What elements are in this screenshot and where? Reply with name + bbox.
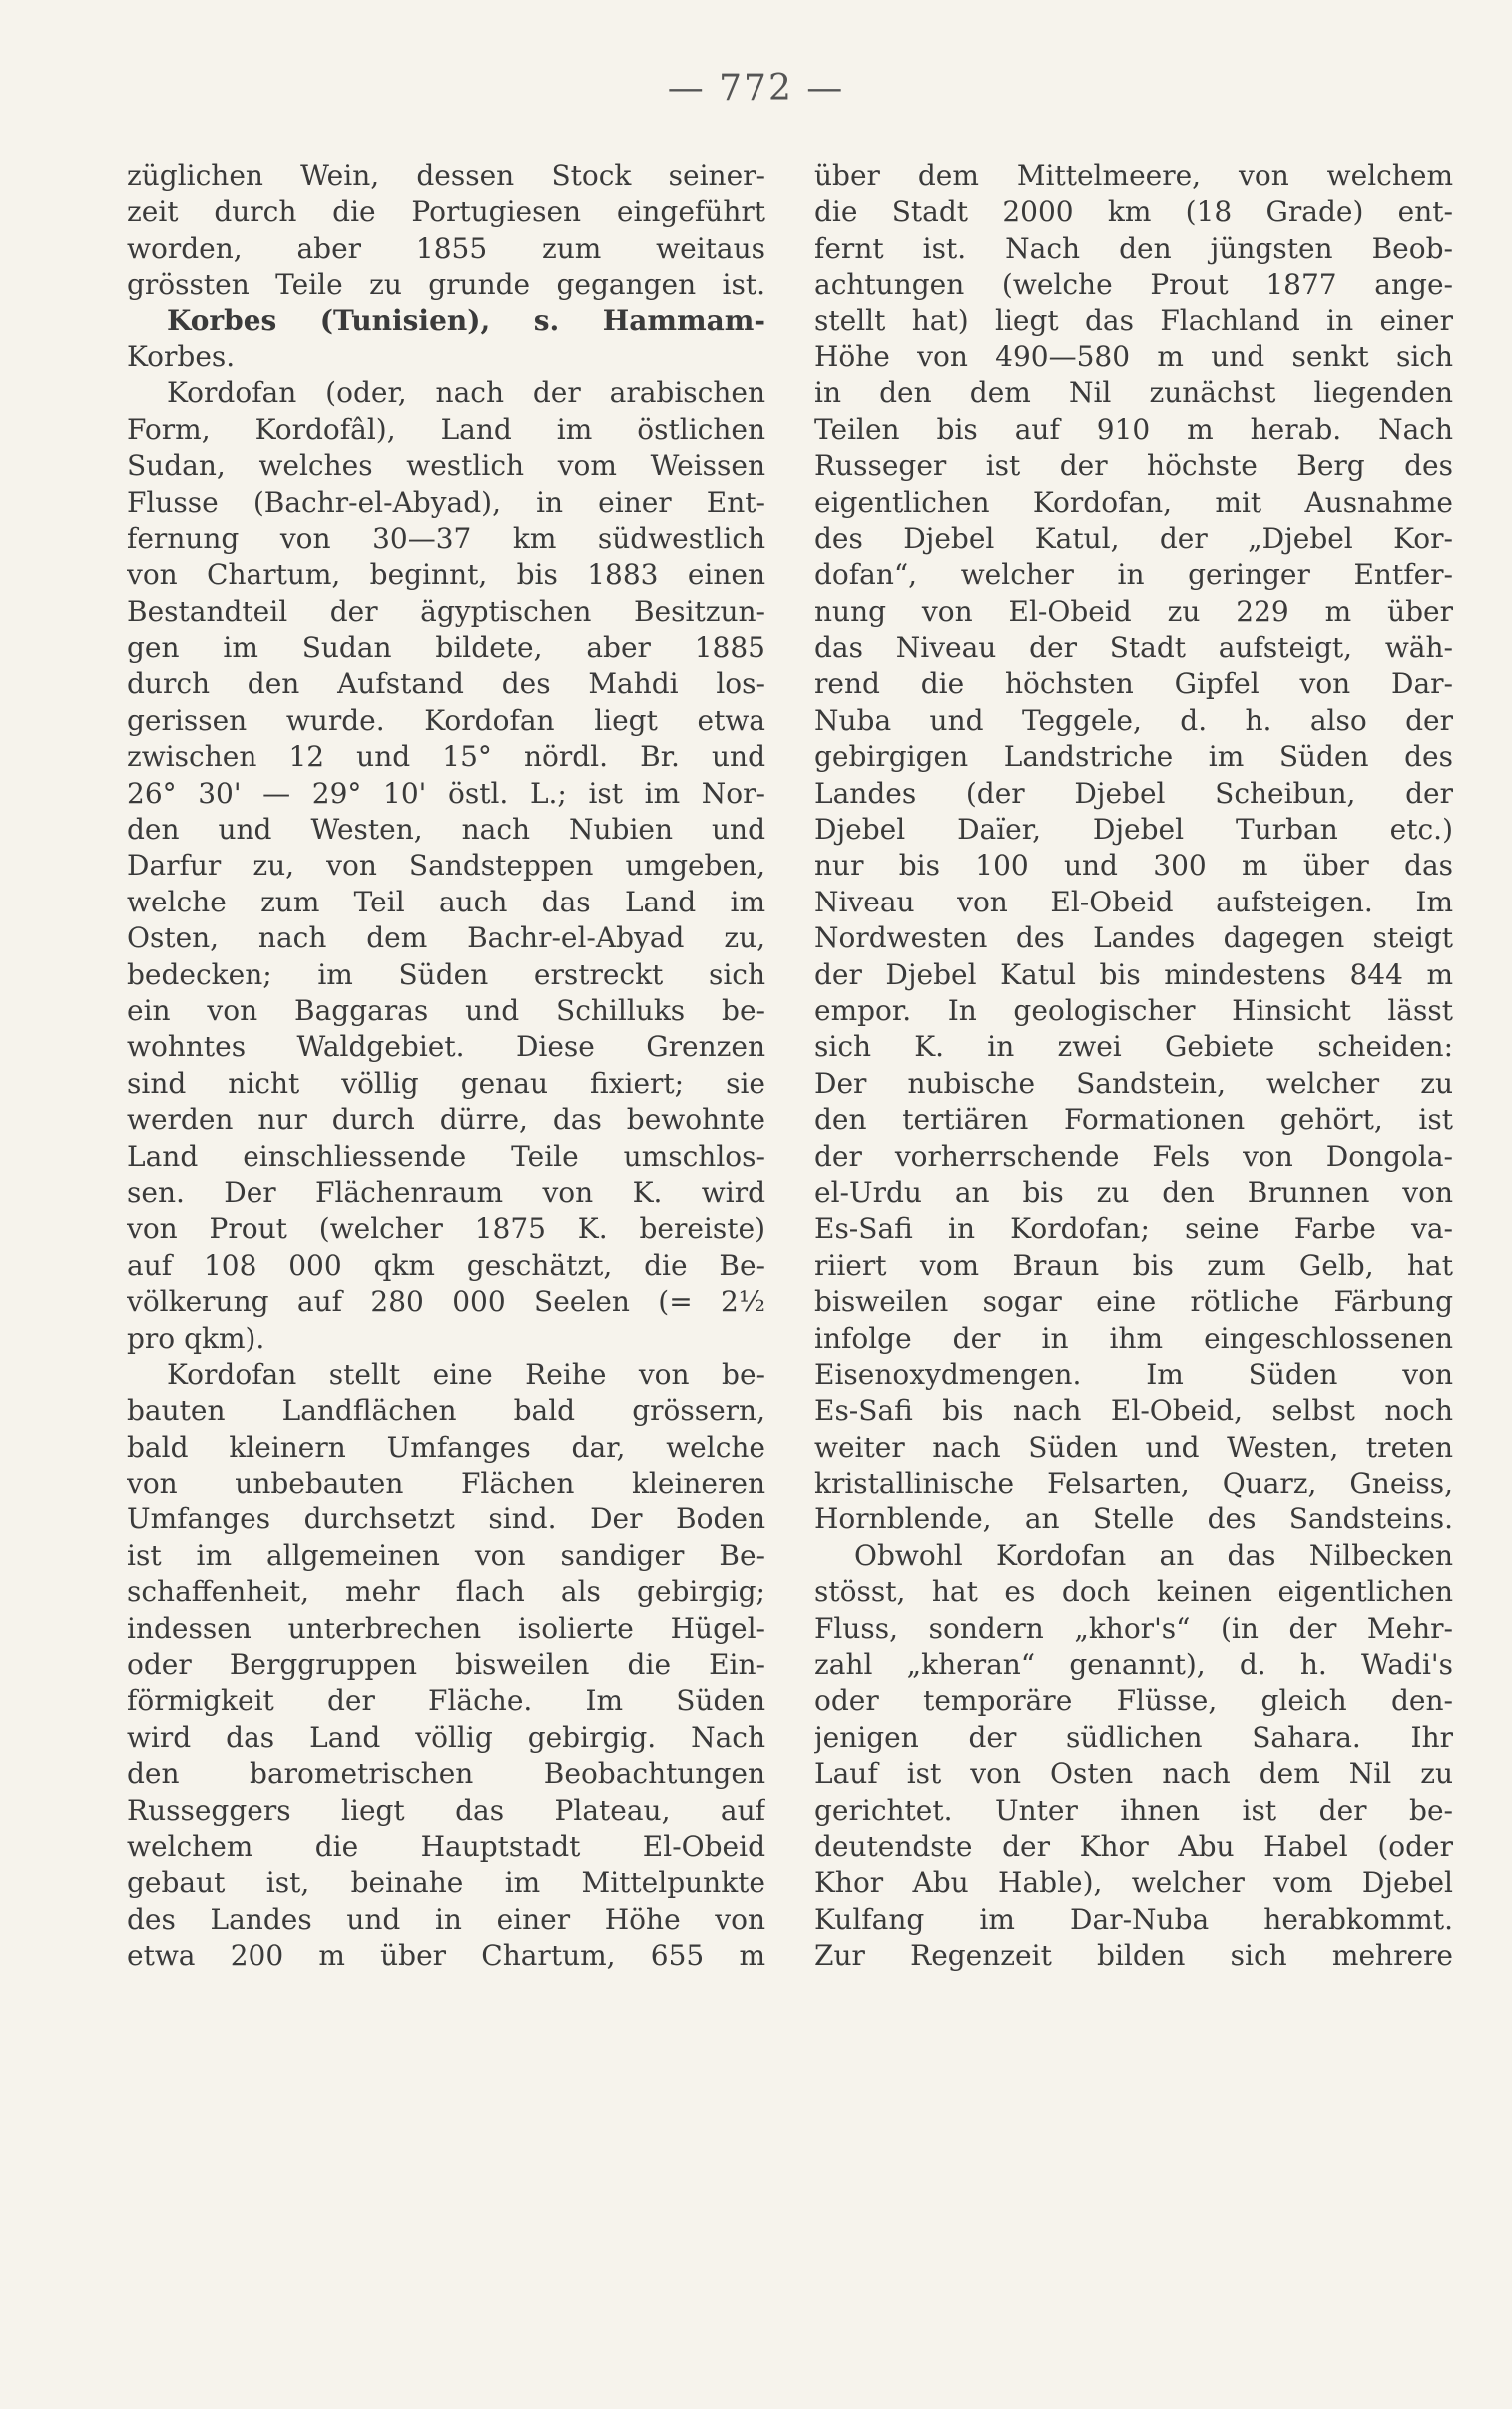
text-line: welche zum Teil auch das Land im bbox=[127, 885, 765, 918]
text-line: des Djebel Katul, der „Djebel Kor- bbox=[814, 521, 1453, 555]
text-line: den tertiären Formationen gehört, ist bbox=[814, 1103, 1453, 1137]
text-line: gebirgigen Landstriche im Süden des bbox=[814, 740, 1453, 774]
text-line: sind nicht völlig genau fixiert; sie bbox=[127, 1066, 765, 1100]
text-line: wird das Land völlig gebirgig. Nach bbox=[127, 1720, 765, 1754]
text-line: Es-Safi in Kordofan; seine Farbe va- bbox=[814, 1212, 1453, 1246]
text-line: Flusse (Bachr-el-Abyad), in einer Ent- bbox=[127, 485, 765, 519]
right-column bbox=[814, 158, 1453, 1975]
text-line: Hornblende, an Stelle des Sandsteins. bbox=[814, 1503, 1453, 1536]
text-line: auf 108 000 qkm geschätzt, die Be- bbox=[127, 1248, 765, 1282]
text-line: 26° 30' — 29° 10' östl. L.; ist im Nor- bbox=[127, 776, 765, 810]
text-line: Landes (der Djebel Scheibun, der bbox=[814, 776, 1453, 810]
text-line: jenigen der südlichen Sahara. Ihr bbox=[814, 1720, 1453, 1754]
text-line: Land einschliessende Teile umschlos- bbox=[127, 1139, 765, 1173]
text-line: zahl „kheran“ genannt), d. h. Wadi's bbox=[814, 1648, 1453, 1682]
text-line: Umfanges durchsetzt sind. Der Boden bbox=[127, 1503, 765, 1536]
text-line: des Landes und in einer Höhe von bbox=[127, 1902, 765, 1936]
text-line: die Stadt 2000 km (18 Grade) ent- bbox=[814, 195, 1453, 229]
text-line: Nordwesten des Landes dagegen steigt bbox=[814, 921, 1453, 955]
text-line: pro qkm). bbox=[127, 1321, 265, 1355]
text-line: ein von Baggaras und Schilluks be- bbox=[127, 993, 765, 1027]
text-line: gerichtet. Unter ihnen ist der be- bbox=[814, 1793, 1453, 1827]
text-line: deutendste der Khor Abu Habel (oder bbox=[814, 1829, 1453, 1863]
text-line: etwa 200 m über Chartum, 655 m bbox=[127, 1939, 765, 1973]
text-line: werden nur durch dürre, das bewohnte bbox=[127, 1103, 765, 1137]
text-line: Niveau von El-Obeid aufsteigen. Im bbox=[814, 885, 1453, 918]
text-line: oder temporäre Flüsse, gleich den- bbox=[814, 1684, 1453, 1718]
text-line: in den dem Nil zunächst liegenden bbox=[814, 376, 1453, 410]
entry-headword: Kordofan (oder, nach der arabischen bbox=[167, 376, 765, 410]
text-line: indessen unterbrechen isolierte Hügel- bbox=[127, 1611, 765, 1645]
text-line: Korbes. bbox=[127, 339, 236, 373]
text-line: bedecken; im Süden erstreckt sich bbox=[127, 957, 765, 991]
text-line: förmigkeit der Fläche. Im Süden bbox=[127, 1684, 765, 1718]
text-line: Osten, nach dem Bachr-el-Abyad zu, bbox=[127, 921, 765, 955]
text-line: Eisenoxydmengen. Im Süden von bbox=[814, 1357, 1453, 1391]
text-line: Darfur zu, von Sandsteppen umgeben, bbox=[127, 849, 765, 883]
text-line: kristallinische Felsarten, Quarz, Gneiss, bbox=[814, 1467, 1453, 1501]
text-line: Bestandteil der ägyptischen Besitzun- bbox=[127, 594, 765, 628]
text-line: Russeger ist der höchste Berg des bbox=[814, 449, 1453, 483]
text-line: empor. In geologischer Hinsicht lässt bbox=[814, 993, 1453, 1027]
text-line: gerissen wurde. Kordofan liegt etwa bbox=[127, 703, 765, 737]
text-line: Kordofan stellt eine Reihe von be- bbox=[167, 1357, 765, 1391]
text-line: Kulfang im Dar-Nuba herabkommt. bbox=[814, 1902, 1453, 1936]
text-line: bald kleinern Umfanges dar, welche bbox=[127, 1430, 765, 1464]
text-line: Obwohl Kordofan an das Nilbecken bbox=[854, 1538, 1453, 1572]
text-line: bisweilen sogar eine rötliche Färbung bbox=[814, 1285, 1453, 1319]
page-number: — 772 — bbox=[667, 68, 845, 109]
text-line: fernt ist. Nach den jüngsten Beob- bbox=[814, 231, 1453, 265]
text-line: Lauf ist von Osten nach dem Nil zu bbox=[814, 1757, 1453, 1791]
text-line: oder Berggruppen bisweilen die Ein- bbox=[127, 1648, 765, 1682]
text-line: den barometrischen Beobachtungen bbox=[127, 1757, 765, 1791]
text-line: über dem Mittelmeere, von welchem bbox=[814, 159, 1453, 192]
text-line: el-Urdu an bis zu den Brunnen von bbox=[814, 1175, 1453, 1209]
text-line: infolge der in ihm eingeschlossenen bbox=[814, 1321, 1453, 1355]
text-line: gen im Sudan bildete, aber 1885 bbox=[127, 631, 765, 665]
text-line: den und Westen, nach Nubien und bbox=[127, 813, 765, 847]
text-line: Nuba und Teggele, d. h. also der bbox=[814, 703, 1453, 737]
text-line: Russeggers liegt das Plateau, auf bbox=[127, 1793, 765, 1827]
text-line: weiter nach Süden und Westen, treten bbox=[814, 1430, 1453, 1464]
text-line: Khor Abu Hable), welcher vom Djebel bbox=[814, 1866, 1453, 1900]
text-line: von Prout (welcher 1875 K. bereiste) bbox=[127, 1212, 765, 1246]
text-line: bauten Landflächen bald grössern, bbox=[127, 1394, 765, 1428]
entry-headword: Korbes (Tunisien), s. Hammam- bbox=[167, 303, 765, 337]
text-line: zeit durch die Portugiesen eingeführt bbox=[127, 195, 765, 229]
text-line: nur bis 100 und 300 m über das bbox=[814, 849, 1453, 883]
text-line: welchem die Hauptstadt El-Obeid bbox=[127, 1829, 765, 1863]
text-line: durch den Aufstand des Mahdi los- bbox=[127, 667, 765, 701]
text-line: von unbebauten Flächen kleineren bbox=[127, 1467, 765, 1501]
text-line: ist im allgemeinen von sandiger Be- bbox=[127, 1538, 765, 1572]
text-line: der Djebel Katul bis mindestens 844 m bbox=[814, 957, 1453, 991]
text-line: züglichen Wein, dessen Stock seiner- bbox=[127, 159, 765, 192]
text-line: grössten Teile zu grunde gegangen ist. bbox=[127, 268, 765, 301]
text-line: sen. Der Flächenraum von K. wird bbox=[127, 1175, 765, 1209]
text-line: stösst, hat es doch keinen eigentlichen bbox=[814, 1575, 1453, 1609]
text-line: dofan“, welcher in geringer Entfer- bbox=[814, 558, 1453, 592]
text-line: Zur Regenzeit bilden sich mehrere bbox=[814, 1939, 1453, 1973]
text-line: gebaut ist, beinahe im Mittelpunkte bbox=[127, 1866, 765, 1900]
text-line: schaffenheit, mehr flach als gebirgig; bbox=[127, 1575, 765, 1609]
left-column bbox=[127, 158, 765, 1975]
text-line: wohntes Waldgebiet. Diese Grenzen bbox=[127, 1030, 765, 1064]
text-line: riiert vom Braun bis zum Gelb, hat bbox=[814, 1248, 1453, 1282]
text-line: völkerung auf 280 000 Seelen (= 2½ bbox=[127, 1285, 765, 1319]
text-line: Fluss, sondern „khor's“ (in der Mehr- bbox=[814, 1611, 1453, 1645]
text-line: achtungen (welche Prout 1877 ange- bbox=[814, 268, 1453, 301]
text-line: das Niveau der Stadt aufsteigt, wäh- bbox=[814, 631, 1453, 665]
text-line: Djebel Daïer, Djebel Turban etc.) bbox=[814, 813, 1453, 847]
text-line: zwischen 12 und 15° nördl. Br. und bbox=[127, 740, 765, 774]
text-line: nung von El-Obeid zu 229 m über bbox=[814, 594, 1453, 628]
text-line: worden, aber 1855 zum weitaus bbox=[127, 231, 765, 265]
text-line: fernung von 30—37 km südwestlich bbox=[127, 521, 765, 555]
text-line: Es-Safi bis nach El-Obeid, selbst noch bbox=[814, 1394, 1453, 1428]
text-line: sich K. in zwei Gebiete scheiden: bbox=[814, 1030, 1453, 1064]
text-line: stellt hat) liegt das Flachland in einer bbox=[814, 303, 1453, 337]
text-line: eigentlichen Kordofan, mit Ausnahme bbox=[814, 485, 1453, 519]
text-line: Sudan, welches westlich vom Weissen bbox=[127, 449, 765, 483]
text-line: Höhe von 490—580 m und senkt sich bbox=[814, 339, 1453, 373]
text-line: von Chartum, beginnt, bis 1883 einen bbox=[127, 558, 765, 592]
text-line: der vorherrschende Fels von Dongola- bbox=[814, 1139, 1453, 1173]
text-line bbox=[127, 375, 765, 411]
text-line: Teilen bis auf 910 m herab. Nach bbox=[814, 412, 1453, 446]
text-line: Form, Kordofâl), Land im östlichen bbox=[127, 412, 765, 446]
text-line: rend die höchsten Gipfel von Dar- bbox=[814, 667, 1453, 701]
text-line: Der nubische Sandstein, welcher zu bbox=[814, 1066, 1453, 1100]
text-line bbox=[127, 303, 765, 339]
